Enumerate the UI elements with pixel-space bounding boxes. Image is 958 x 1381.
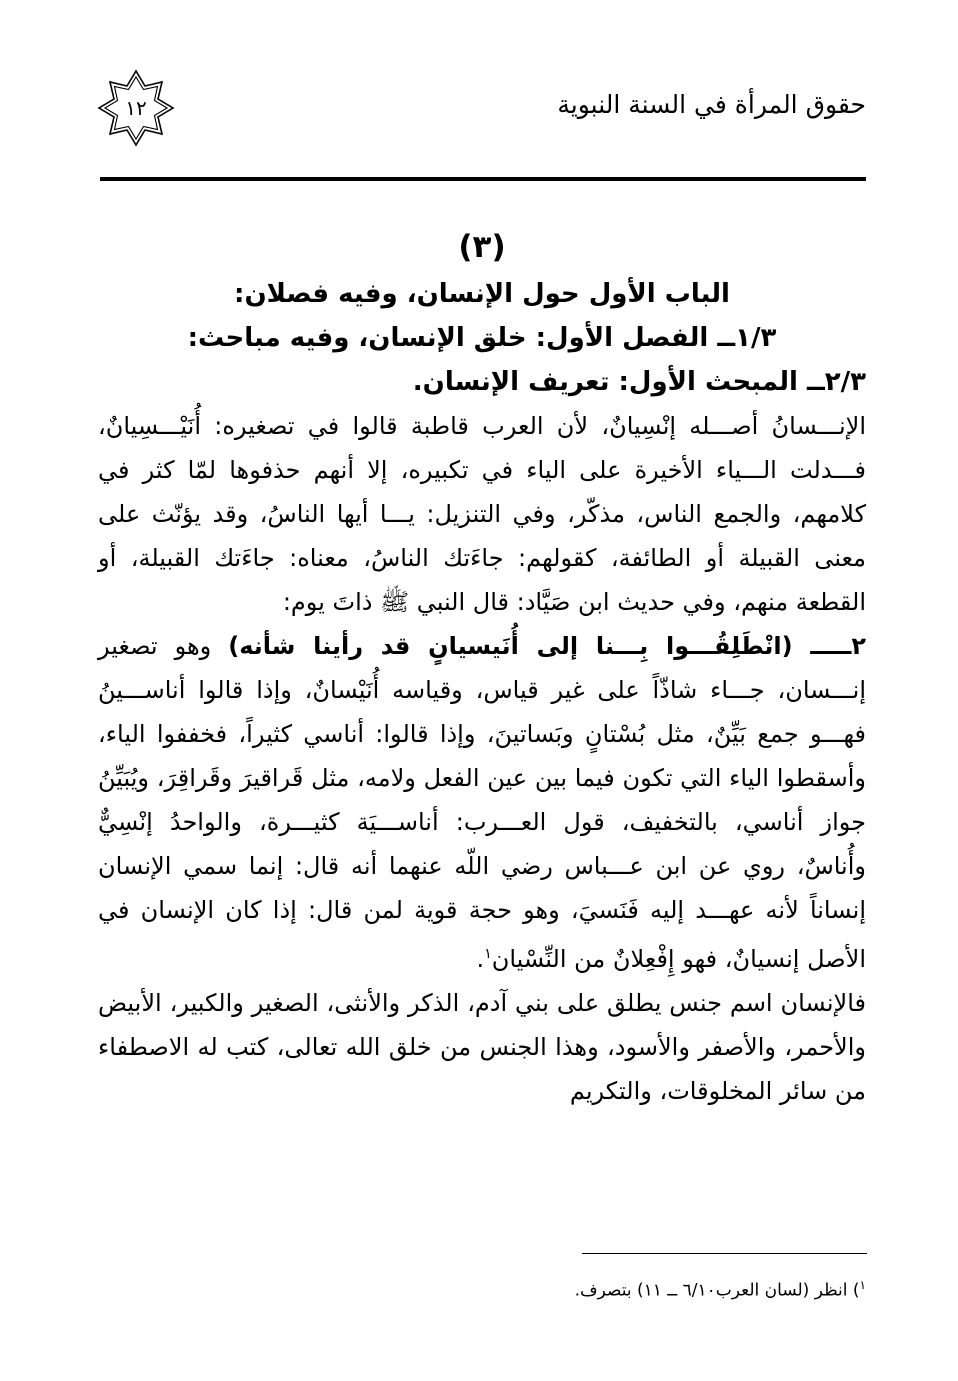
hadith-quote: ٢ـــــ (انْطَلِقُـــوا بِـــنا إلى أُنَيسيانٍ قد رأينا شأنه) [228, 632, 866, 660]
page-number: ١٢ [125, 96, 147, 120]
hadith-explanation: وهو تصغير إنـــسان، جـــاء شاذّاً على غير قياس، وقياسه أُنَيْسانٌ، وإذا قالوا أناســـينُ فهـــو جمع بَيِّنٌ، مثل بُسْتانٍ وبَساتينَ، وإذا قالوا: أناسي كثيراً، فخففوا الياء، وأسقطوا الياء التي تكون فيما بين عين الفعل ولامه، مثل قَراقيرَ وقَراقِرَ، ويُبَيِّنُ جواز أناسي، بالتخفيف، قول العـــرب: أناســـيَة كثيـــرة، والواحدُ إنْسِيٌّ وأُناسٌ، روي عن ابن عـــباس رضي اللّه عنهما أنه قال: إنما سمي الإنسان إنساناً لأنه عهـــد إليه فَنَسيَ، وهو حجة قوية لمن قال: إذا كان الإنسان في الأصل إنسيانٌ، فهو إِفْعِلانٌ من النِّسْيان [98, 632, 866, 973]
header-divider [100, 177, 866, 181]
footnote-reference[interactable]: ١ [484, 946, 492, 962]
paragraph-end-mark: . [476, 945, 485, 973]
footnote-number: ١ [859, 1278, 866, 1292]
footnote [575, 1272, 866, 1304]
paragraph-hadith [98, 624, 866, 981]
page-header [96, 68, 866, 148]
footnote-divider [582, 1253, 867, 1254]
paragraph-definition: الإنـــسانُ أصـــله إنْسِيانٌ، لأن العرب قاطبة قالوا في تصغيره: أُنَيْـــسِيانٌ، فـــدلت الـــياء الأخيرة على الياء في تكبيره، إلا أنهم حذفوها لمّا كثر في كلامهم، والجمع الناس، مذكّر، وفي التنزيل: يـــا أيها الناسُ، وقد يؤنّث على معنى القبيلة أو الطائفة، كقولهم: جاءَتك الناسُ، معناه: جاءَتك القبيلة، أو القطعة منهم، وفي حديث ابن صَيَّاد: قال النبي ﷺ ذاتَ يوم: [98, 412, 866, 616]
paragraph-human-genus: فالإنسان اسم جنس يطلق على بني آدم، الذكر والأنثى، الصغير والكبير، الأبيض والأحمر، والأصفر والأسود، وهذا الجنس من خلق الله تعالى، كتب له الاصطفاء من سائر المخلوقات، والتكريم [98, 989, 866, 1105]
page-content [98, 222, 866, 1113]
chapter-number: (٣) [458, 229, 506, 265]
page-number-badge [96, 68, 176, 148]
subsection-title: ٢/٣ــ المبحث الأول: تعريف الإنسان. [412, 367, 866, 397]
footnote-text: ) انظر (لسان العرب٦/١٠ ــ ١١) بتصرف. [574, 1280, 860, 1301]
section-title: ١/٣ــ الفصل الأول: خلق الإنسان، وفيه مباحث: [187, 323, 777, 353]
chapter-title: الباب الأول حول الإنسان، وفيه فصلان: [234, 279, 730, 309]
book-title: حقوق المرأة في السنة النبوية [557, 90, 866, 119]
